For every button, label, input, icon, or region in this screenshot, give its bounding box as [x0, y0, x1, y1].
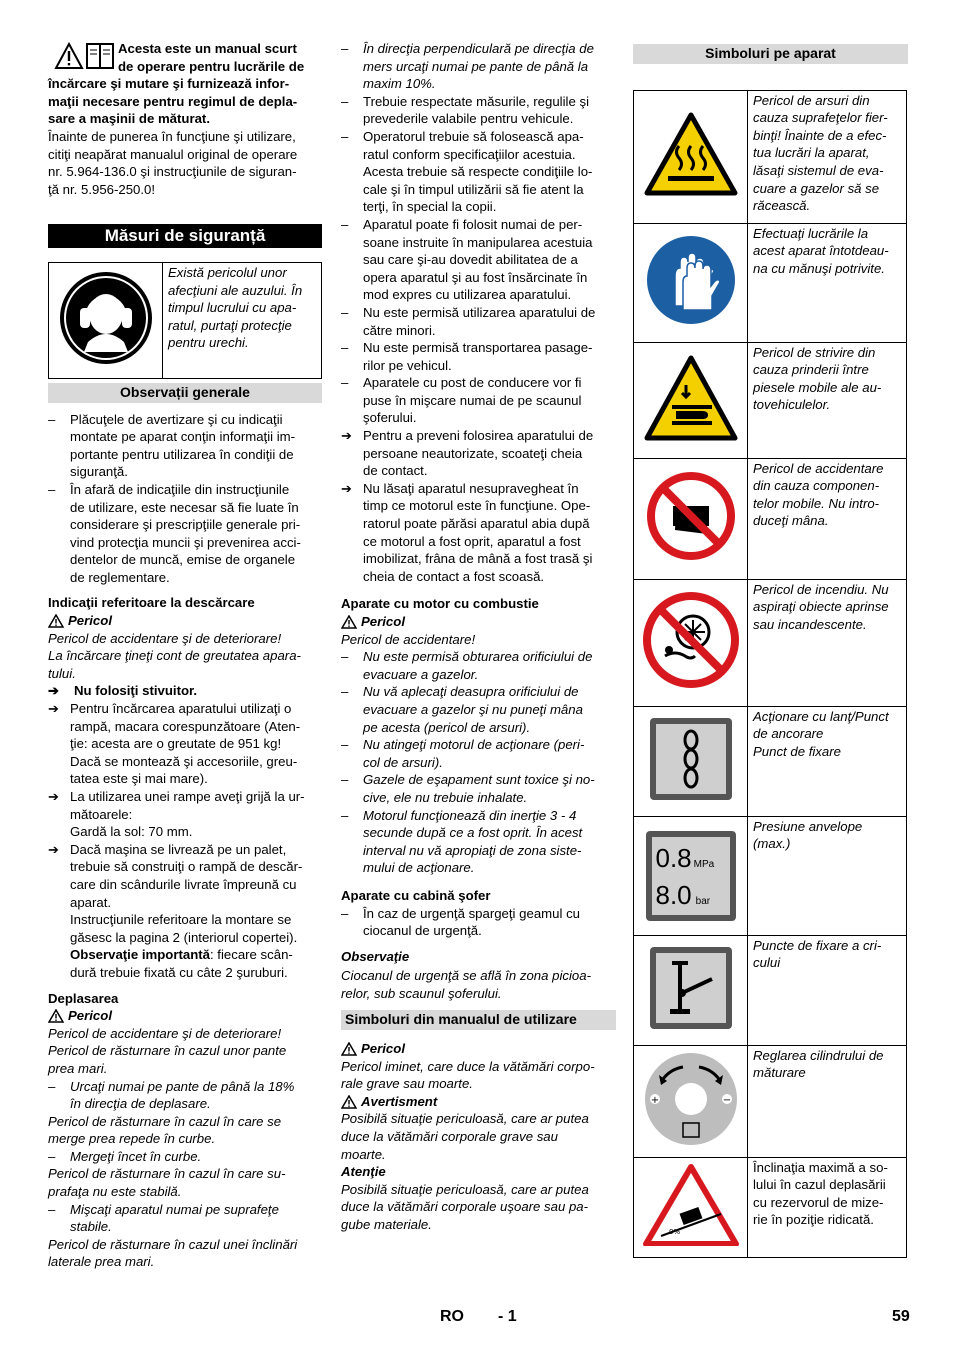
danger-label-text: Pericol: [361, 614, 405, 629]
text-line: piesele mobile ale au-: [753, 379, 882, 395]
unload-heading: Indicaţii referitoare la descărcare: [48, 595, 255, 611]
list-item: – În caz de urgenţă spargeţi geamul cu ciocanul de urgenţă.: [341, 905, 616, 940]
text-line: prea mari.: [48, 1060, 108, 1076]
list-item: – Aparatul poate fi folosit numai de per- soane instruite în manipularea acestuia sau care şi-au dovedit abilitatea de a opera aparatul şi au fost însărcinate în mod expres cu utilizarea aparatului.: [341, 216, 616, 304]
warning-small-icon: [341, 1042, 357, 1056]
text-line: Pericol de accidentare: [753, 460, 884, 476]
text-line: Pericol iminet, care duce la vătămări corpo-: [341, 1058, 595, 1074]
text-line: ratul conform specificaţiilor acestuia.: [363, 146, 576, 162]
text-line: răcească.: [753, 198, 811, 214]
text-line: duce la vătămări corporale uşoare sau pa-: [341, 1199, 589, 1215]
arrow-item: ➔ Nu lăsaţi aparatul nesupravegheat în timp ce motorul este în funcţiune. Ope- ratorul poate părăsi aparatul abia după ce motorul a fost oprit, aparatul a fost imobilizat, frâna de mână a fost trasă şi cheia de contact a fost scoasă.: [341, 480, 616, 586]
caution-label: Atenţie: [341, 1164, 386, 1180]
text-line: Dacă maşina se livrează pe un palet,: [70, 841, 287, 857]
text-line: rampă, macara corespunzătoare (Aten-: [70, 718, 301, 734]
text-line: sau care şi-au dovedit abilitatea de a: [363, 252, 578, 268]
important-note-label: Observaţie importantă: [70, 947, 210, 963]
text-line: rilor pe vehicul.: [363, 357, 452, 373]
symbol-text-cell: [748, 579, 907, 706]
text-line: tua lucrări la aparat,: [753, 145, 870, 161]
text-line: Nu este permisă utilizarea aparatului de: [363, 304, 596, 320]
text-line: care din scândurile livrate împreună cu: [70, 876, 297, 892]
symbol-row: [634, 579, 907, 706]
text-line: Pentru încărcarea aparatului utilizaţi o: [70, 701, 292, 717]
text-line: siguranţă.: [70, 464, 128, 480]
footer-lang: RO: [440, 1308, 464, 1325]
text-line: Pericol de răsturnare în cazul în care se: [48, 1113, 282, 1129]
text-line: interval nu vă apropiaţi de zona siste-: [363, 842, 582, 858]
text-line: Efectuaţi lucrările la: [753, 225, 869, 241]
symbol-image-cell: [634, 579, 748, 706]
text-line: Pericol de răsturnare în cazul unei înclinări: [48, 1236, 298, 1252]
mount-info: [48, 911, 322, 981]
text-line: La încărcare ţineţi cont de greutatea apara-: [48, 648, 301, 664]
text-line: dură trebuie fixată cu câte 2 şuruburi.: [70, 964, 288, 980]
text-line: opera aparatul şi au fost însărcinate în: [363, 269, 588, 285]
intro-block: [48, 40, 322, 198]
text-line: lului în cazul deplasării: [753, 1177, 886, 1193]
symbol-image-cell: [634, 1045, 748, 1157]
text-line: Nu este permisă transportarea pasage-: [363, 340, 593, 356]
text-line: Gazele de eşapament sunt toxice şi no-: [363, 772, 595, 788]
list-item: – Operatorul trebuie să folosească apa- ratul conform specificaţiilor acestuia. Acesta trebuie să respecte condiţiile lo- cale şi în timpul utilizării să fie atent la terţi, în special la copii.: [341, 128, 616, 216]
text-span: : fiecare scân-: [209, 947, 293, 963]
text-line: în direcţia de deplasare.: [70, 1096, 211, 1112]
text-line: timp ce motorul este în funcţiune. Ope-: [363, 498, 591, 514]
symbol-text-cell: [748, 1157, 907, 1257]
tire-pressure-icon: [646, 831, 736, 921]
sweeper-roller-adjust-icon: [641, 1049, 741, 1149]
manual-book-icon: [86, 42, 114, 70]
text-line: prevederile valabile pentru vehicule.: [363, 111, 574, 127]
ear-text-l3: timpul lucrului cu apa-: [168, 300, 297, 316]
footer-page-ref: - 1: [498, 1308, 517, 1325]
jack-point-icon: [648, 945, 734, 1031]
text-line: cauza suprafeţelor fier-: [753, 110, 888, 126]
list-item: – Nu este permisă obturarea orificiului de evacuare a gazelor.: [341, 648, 616, 683]
list-item: – Motorul funcţionează din inerţie 3 - 4 secunde după ce a fost oprit. În acest interval nu vă apropiaţi de zona siste- mului de acţionare.: [341, 807, 616, 877]
ear-text-l4: ratul, purtaţi protecţie: [168, 317, 292, 333]
text-line: Punct de fixare: [753, 743, 841, 759]
no-burning-objects-icon: [641, 590, 741, 690]
note-label: Observaţie: [341, 948, 410, 964]
text-line: trebuie să construiţi o rampă de descăr-: [70, 859, 303, 875]
symbol-image-cell: [634, 458, 748, 579]
text-line: Urcaţi numai pe pante de până la 18%: [70, 1078, 295, 1094]
text-line: măturare: [753, 1065, 806, 1081]
arrow-item: ➔ Dacă maşina se livrează pe un palet, trebuie să construiţi o rampă de descăr- care din scândurile livrate împreună cu aparat.: [48, 841, 322, 911]
intro-normal-l4: ţă nr. 5.956-250.0!: [48, 181, 156, 197]
text-line: Pericol de accidentare şi de deteriorare!: [48, 630, 282, 646]
symbol-image-cell: [634, 223, 748, 342]
list-item: – În afară de indicaţiile din instrucţiunile de utilizare, este necesar să fie luate în considerare şi prescripţiile generale pri- vind protecţia muncii şi prevenirea acci- dentelor de muncă, emise de organele de reglementare.: [48, 481, 322, 587]
text-line: considerare şi prescripţiile generale pri-: [70, 517, 301, 533]
intro-normal-l2: citiţi neapărat manualul original de operare: [48, 146, 298, 162]
symbol-text-cell: [748, 706, 907, 816]
intro-bold-l5: sare a maşinii de măturat.: [48, 111, 210, 127]
pressure-bar-value: 8.0: [655, 879, 692, 910]
symbol-image-cell: [634, 342, 748, 458]
text-line: Pericol de răsturnare în cazul unor pante: [48, 1043, 287, 1059]
text-line: Plăcuţele de avertizare şi cu indicaţii: [70, 411, 283, 427]
text-line: Trebuie respectate măsurile, regulile şi: [363, 93, 589, 109]
text-line: către minori.: [363, 322, 436, 338]
text-line: tovehiculelor.: [753, 397, 831, 413]
text-line: col de arsuri).: [363, 754, 443, 770]
text-line: rie în poziţie ridicată.: [753, 1212, 874, 1228]
ear-text-l1: Există pericolul unor: [168, 264, 287, 280]
list-item: – Nu vă aplecaţi deasupra orificiului de evacuare a gazelor şi nu puneţi mâna pe acesta (pericol de arsuri).: [341, 683, 616, 736]
text-line: ce motorul a fost oprit, aparatul a fost: [363, 533, 581, 549]
max-slope-icon: [643, 1164, 739, 1246]
text-line: Reglarea cilindrului de: [753, 1047, 884, 1063]
symbol-row: [634, 1157, 907, 1257]
text-line: duceţi mâna.: [753, 513, 829, 529]
text-line: de ancorare: [753, 726, 824, 742]
text-line: binţi! Înainte de a efec-: [753, 127, 887, 143]
hot-surface-icon: [644, 112, 738, 196]
text-line: ţie: acesta are o greutate de 951 kg!: [70, 736, 282, 752]
intro-bold-l4: maţii necesare pentru regimul de depla-: [48, 93, 298, 109]
text-line: Mişcaţi aparatul numai pe suprafeţe: [70, 1201, 279, 1217]
symbol-text-cell: [748, 816, 907, 935]
warning-triangle-icon: [54, 42, 84, 70]
chain-anchor-icon: [648, 716, 734, 802]
text-line: mului de acţionare.: [363, 860, 475, 876]
column-1: [48, 40, 322, 1271]
text-line: tului.: [48, 665, 76, 681]
text-line: (max.): [753, 836, 791, 852]
text-line: terţi, în special la copii.: [363, 199, 497, 215]
arrow-item: ➔ Pentru încărcarea aparatului utilizaţi o rampă, macara corespunzătoare (Aten- ţie: acesta are o greutate de 951 kg! Dacă se montează şi accesoriile, greu- tatea este şi mai mare).: [48, 700, 322, 788]
text-line: cheia de contact a fost scoasă.: [363, 568, 545, 584]
text-line: Acţionare cu lanţ/Punct: [753, 708, 889, 724]
list-item: – Trebuie respectate măsurile, regulile şi prevederile valabile pentru vehicule.: [341, 93, 616, 128]
text-line: acest aparat întotdeau-: [753, 243, 889, 259]
text-line: aspiraţi obiecte aprinse: [753, 599, 889, 615]
pressure-mpa-unit: MPa: [693, 858, 715, 870]
no-hand-icon: [645, 470, 737, 562]
symbol-row: [634, 342, 907, 458]
symbol-row: [634, 935, 907, 1045]
text-line: aparat.: [70, 894, 112, 910]
intro-normal-l3: nr. 5.964-136.0 şi instrucţiunile de siguran-: [48, 164, 297, 180]
text-line: soane instruite în manipularea acestuia: [363, 234, 593, 250]
text-line: secunde după ce a fost oprit. În acest: [363, 825, 583, 841]
text-line: laterale prea mari.: [48, 1254, 155, 1270]
svg-text:−: −: [722, 1094, 731, 1106]
text-line: puse în mişcare numai de pe scaunul: [363, 392, 582, 408]
text-line: În direcţia perpendiculară pe direcţia de: [363, 41, 594, 56]
list-item: – Plăcuţele de avertizare şi cu indicaţii montate pe aparat conţin informaţii im- portante pentru utilizarea în condiţii de siguranţă.: [48, 411, 322, 481]
general-heading: Observații generale: [48, 383, 322, 403]
combustion-heading: Aparate cu motor cu combustie: [341, 596, 539, 612]
symbol-text-cell: [748, 935, 907, 1045]
text-line: Nu folosiţi stivuitor.: [74, 683, 198, 699]
text-line: Mergeţi încet în curbe.: [70, 1148, 202, 1164]
list-item: – Mişcaţi aparatul numai pe suprafeţe stabile.: [48, 1201, 322, 1236]
text-line: gube materiale.: [341, 1217, 432, 1232]
ear-protection-icon: [58, 270, 154, 366]
text-line: relor, sub scaunul şoferului.: [341, 985, 502, 1001]
text-line: Presiune anvelope: [753, 818, 863, 834]
danger-label-text: Pericol: [361, 1041, 405, 1057]
text-line: Nu atingeţi motorul de acţionare (peri-: [363, 737, 585, 753]
text-line: evacuare a gazelor.: [363, 666, 479, 682]
text-line: maxim 10%.: [363, 76, 436, 92]
symbol-image-cell: [634, 1157, 748, 1257]
warning-small-icon: [341, 1095, 357, 1109]
text-line: duce la vătămări corporale grave sau: [341, 1129, 558, 1145]
danger-label-text: Pericol: [68, 613, 112, 629]
text-line: de contact.: [363, 463, 428, 479]
symbol-row: [634, 816, 907, 935]
combustion-danger-label: [341, 613, 616, 631]
intro-normal-l1: Înainte de punerea în funcţiune şi utilizare,: [48, 128, 296, 144]
text-line: din cauza componen-: [753, 478, 880, 494]
sym-danger-label: [341, 1040, 616, 1058]
list-item: – Aparatele cu post de conducere vor fi puse în mişcare numai de pe scaunul şoferului.: [341, 374, 616, 427]
text-line: Ciocanul de urgenţă se află în zona picioa-: [341, 968, 591, 984]
text-line: ratorul poate părăsi aparatul abia după: [363, 516, 590, 532]
text-line: Pericol de strivire din: [753, 344, 876, 360]
unload-danger-label: [48, 612, 322, 630]
text-line: Gardă la sol: 70 mm.: [70, 824, 193, 840]
intro-bold-l2: de operare pentru lucrările de: [118, 58, 305, 74]
text-line: evacuare a gazelor şi nu puneţi mâna: [363, 701, 583, 717]
text-line: rale grave sau moarte.: [341, 1076, 473, 1092]
symbol-image-cell: [634, 706, 748, 816]
text-line: de utilizare, este necesar să fie luate în: [70, 499, 299, 515]
text-line: cuare a gazelor să se: [753, 180, 880, 196]
svg-text:+: +: [650, 1094, 659, 1106]
list-item: – Mergeţi încet în curbe.: [48, 1148, 322, 1166]
text-line: telor mobile. Nu intro-: [753, 495, 880, 511]
text-line: Nu vă aplecaţi deasupra orificiului de: [363, 684, 579, 700]
text-line: Nu este permisă obturarea orificiului de: [363, 649, 593, 665]
slope-label: 0%: [668, 1227, 680, 1236]
symbol-row: [634, 90, 907, 223]
text-line: moarte.: [341, 1146, 386, 1162]
symbol-text-cell: [748, 1045, 907, 1157]
list-item: – Nu atingeţi motorul de acţionare (peri- col de arsuri).: [341, 736, 616, 771]
intro-bold-l3: încărcare şi mutare şi furnizează infor-: [48, 76, 290, 92]
text-line: Operatorul trebuie să folosească apa-: [363, 128, 584, 144]
device-symbols-heading: Simboluri pe aparat: [633, 44, 908, 64]
text-line: Pericol de arsuri din: [753, 92, 870, 108]
list-item: – Urcaţi numai pe pante de până la 18% în direcţia de deplasare.: [48, 1078, 322, 1113]
text-line: În caz de urgenţă spargeţi geamul cu: [363, 905, 580, 921]
text-line: cale şi în timpul utilizării să fie atent la: [363, 181, 584, 197]
ear-protection-table: [48, 262, 322, 379]
list-item: – Nu este permisă utilizarea aparatului de către minori.: [341, 304, 616, 339]
text-line: cauza prinderii între: [753, 362, 869, 378]
text-line: pe acesta (pericol de arsuri).: [363, 719, 531, 735]
symbol-row: [634, 458, 907, 579]
text-line: Pericol de incendiu. Nu: [753, 581, 889, 597]
important-note: [70, 946, 322, 964]
text-line: mătoarele:: [70, 806, 133, 822]
text-line: montate pe aparat conţin informaţii im-: [70, 429, 296, 445]
text-line: persoane neautorizate, scoateţi cheia: [363, 445, 583, 461]
text-line: cului: [753, 955, 781, 971]
text-line: de reglementare.: [70, 569, 170, 585]
move-heading: Deplasarea: [48, 990, 119, 1006]
warning-small-icon: [341, 615, 357, 629]
text-line: merge prea repede în curbe.: [48, 1131, 216, 1147]
cab-heading: Aparate cu cabină şofer: [341, 887, 491, 903]
symbol-row: [634, 1045, 907, 1157]
footer-page-number: 59: [892, 1308, 910, 1325]
list-item: – Nu este permisă transportarea pasage- rilor pe vehicul.: [341, 339, 616, 374]
symbol-image-cell: [634, 90, 748, 223]
manual-symbols-heading: Simboluri din manualul de utilizare: [341, 1010, 616, 1030]
text-line: dentelor de muncă, emise de organele: [70, 552, 296, 568]
text-line: Aparatul poate fi folosit numai de per-: [363, 216, 583, 232]
gloves-icon: [645, 234, 737, 326]
ear-protection-text: [163, 262, 322, 378]
text-line: sau incandescente.: [753, 616, 867, 632]
symbol-text-cell: [748, 223, 907, 342]
symbol-image-cell: [634, 816, 748, 935]
text-line: cu rezervorul de mize-: [753, 1194, 884, 1210]
sym-warning-label: [341, 1093, 616, 1111]
text-line: În afară de indicaţiile din instrucţiunile: [70, 481, 290, 497]
intro-icons: [54, 42, 114, 70]
arrow-item: ➔ La utilizarea unei rampe aveţi grijă la ur- mătoarele: Gardă la sol: 70 mm.: [48, 788, 322, 841]
text-line: mod expres cu utilizarea aparatului.: [363, 287, 572, 303]
list-item: – În direcţia perpendiculară pe direcţia de mers urcaţi numai pe pante de până la maxim 10%.: [341, 40, 616, 93]
ear-text-l2: afecţiuni ale auzului. În: [168, 282, 303, 298]
text-line: imobilizat, frâna de mână a fost trasă şi: [363, 551, 593, 567]
text-line: Pericol de accidentare şi de deteriorare!: [48, 1025, 282, 1041]
ear-protection-cell: [49, 262, 163, 378]
warning-small-icon: [48, 614, 64, 628]
text-line: portante pentru utilizarea în condiţii de: [70, 446, 294, 462]
text-line: Motorul funcţionează din inerţie 3 - 4: [363, 807, 577, 823]
arrow-item: ➔ Pentru a preveni folosirea aparatului de persoane neautorizate, scoateţi cheia de contact.: [341, 427, 616, 480]
move-danger-label: [48, 1007, 322, 1025]
text-line: tatea este şi mai mare).: [70, 771, 208, 787]
text-line: Posibilă situaţie periculoasă, care ar putea: [341, 1181, 589, 1197]
text-line: prafaţa nu este stabilă.: [48, 1184, 182, 1200]
text-line: Înclinaţia maximă a so-: [753, 1159, 888, 1175]
general-list: [48, 411, 322, 587]
device-symbols-table: [633, 90, 907, 1258]
safety-section-title: Măsuri de siguranță: [48, 224, 322, 248]
warning-small-icon: [48, 1009, 64, 1023]
text-line: ciocanul de urgenţă.: [363, 923, 482, 939]
text-line: La utilizarea unei rampe aveţi grijă la ur-: [70, 789, 305, 804]
symbol-text-cell: [748, 342, 907, 458]
pressure-bar-unit: bar: [695, 895, 711, 907]
text-line: stabile.: [70, 1219, 112, 1235]
crush-hazard-icon: [644, 355, 738, 441]
text-line: mers urcaţi numai pe pante de până la: [363, 58, 589, 74]
text-line: cive, ele nu trebuie inhalate.: [363, 789, 528, 805]
list-item: – Gazele de eşapament sunt toxice şi no- cive, ele nu trebuie inhalate.: [341, 771, 616, 806]
danger-label-text: Pericol: [68, 1008, 112, 1024]
symbol-text-cell: [748, 458, 907, 579]
symbol-image-cell: [634, 935, 748, 1045]
symbol-row: [634, 223, 907, 342]
symbol-row: [634, 706, 907, 816]
warning-label-text: Avertisment: [361, 1093, 438, 1109]
ear-text-l5: pentru urechi.: [168, 335, 249, 351]
column-3: [633, 44, 908, 1258]
text-line: Puncte de fixare a cri-: [753, 937, 882, 953]
text-line: găsesc la pagina 2 (interiorul copertei).: [70, 929, 298, 945]
text-line: şoferului.: [363, 410, 417, 426]
pressure-mpa-value: 0.8: [655, 842, 692, 873]
text-line: Instrucţiunile referitoare la montare se: [70, 912, 292, 928]
text-line: Pericol de răsturnare în cazul în care su-: [48, 1166, 286, 1182]
symbol-text-cell: [748, 90, 907, 223]
text-line: lăsaţi sistemul de eva-: [753, 162, 884, 178]
text-line: vind protecţia muncii şi prevenirea acci-: [70, 534, 301, 550]
text-line: Pentru a preveni folosirea aparatului de: [363, 428, 594, 444]
text-line: Posibilă situaţie periculoasă, care ar putea: [341, 1111, 589, 1127]
text-line: Nu lăsaţi aparatul nesupravegheat în: [363, 480, 579, 496]
text-line: Pericol de accidentare!: [341, 631, 476, 647]
arrow-item: ➔ Nu folosiţi stivuitor.: [48, 682, 322, 700]
intro-bold-l1: Acesta este un manual scurt: [118, 41, 297, 56]
text-line: Dacă se montează şi accesoriile, greu-: [70, 753, 298, 769]
text-line: Aparatele cu post de conducere vor fi: [363, 375, 582, 391]
text-line: Acesta trebuie să respecte condiţiile lo-: [363, 164, 593, 180]
text-line: na cu mănuşi potrivite.: [753, 260, 885, 276]
column-2: [341, 40, 616, 1234]
